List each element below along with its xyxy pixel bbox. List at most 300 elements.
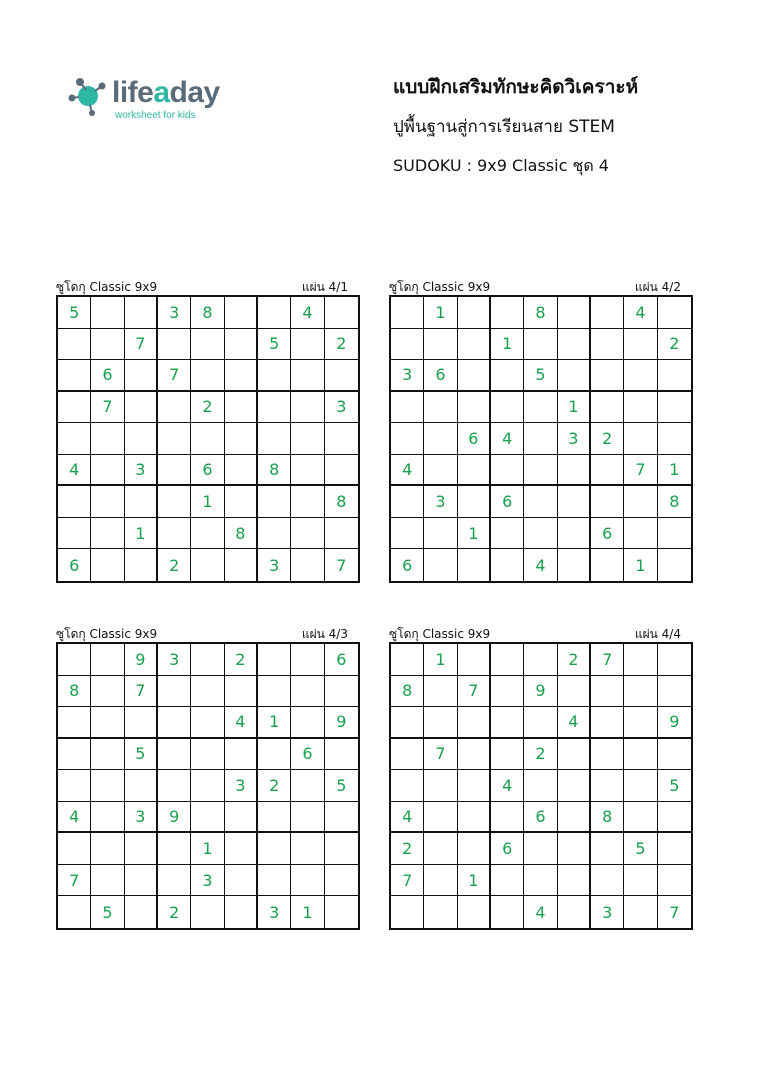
sudoku-cell[interactable]	[91, 518, 124, 550]
sudoku-cell[interactable]: 1	[191, 833, 224, 865]
sudoku-cell[interactable]: 1	[291, 896, 324, 928]
sudoku-cell[interactable]	[225, 360, 258, 392]
sudoku-cell[interactable]	[458, 549, 491, 581]
sudoku-cell[interactable]	[391, 644, 424, 676]
sudoku-cell[interactable]	[225, 865, 258, 897]
sudoku-cell[interactable]	[624, 644, 657, 676]
sudoku-cell[interactable]	[591, 676, 624, 708]
sudoku-cell[interactable]: 3	[591, 896, 624, 928]
sudoku-cell[interactable]	[125, 833, 158, 865]
sudoku-cell[interactable]	[58, 896, 91, 928]
sudoku-cell[interactable]	[658, 549, 691, 581]
sudoku-cell[interactable]	[325, 802, 358, 834]
sudoku-cell[interactable]	[291, 865, 324, 897]
sudoku-cell[interactable]: 1	[424, 297, 457, 329]
sudoku-cell[interactable]	[491, 802, 524, 834]
sudoku-cell[interactable]	[325, 896, 358, 928]
sudoku-cell[interactable]	[225, 423, 258, 455]
sudoku-cell[interactable]	[624, 896, 657, 928]
sudoku-cell[interactable]	[458, 455, 491, 487]
sudoku-cell[interactable]	[191, 329, 224, 361]
sudoku-cell[interactable]: 4	[225, 707, 258, 739]
sudoku-cell[interactable]	[191, 676, 224, 708]
sudoku-cell[interactable]	[558, 518, 591, 550]
sudoku-cell[interactable]	[458, 896, 491, 928]
sudoku-cell[interactable]: 4	[491, 423, 524, 455]
sudoku-cell[interactable]: 5	[658, 770, 691, 802]
sudoku-cell[interactable]	[191, 549, 224, 581]
sudoku-cell[interactable]	[158, 770, 191, 802]
sudoku-cell[interactable]	[125, 707, 158, 739]
sudoku-cell[interactable]	[391, 392, 424, 424]
sudoku-cell[interactable]	[658, 518, 691, 550]
sudoku-cell[interactable]	[225, 549, 258, 581]
sudoku-cell[interactable]	[291, 518, 324, 550]
sudoku-cell[interactable]	[325, 833, 358, 865]
sudoku-cell[interactable]	[158, 739, 191, 771]
sudoku-cell[interactable]	[591, 707, 624, 739]
sudoku-cell[interactable]	[225, 896, 258, 928]
sudoku-cell[interactable]	[191, 896, 224, 928]
sudoku-cell[interactable]: 3	[424, 486, 457, 518]
sudoku-cell[interactable]	[125, 865, 158, 897]
sudoku-cell[interactable]	[291, 707, 324, 739]
sudoku-cell[interactable]	[391, 770, 424, 802]
sudoku-cell[interactable]: 6	[424, 360, 457, 392]
sudoku-cell[interactable]	[125, 486, 158, 518]
sudoku-cell[interactable]: 2	[258, 770, 291, 802]
sudoku-cell[interactable]	[624, 770, 657, 802]
sudoku-cell[interactable]	[191, 423, 224, 455]
sudoku-cell[interactable]	[391, 739, 424, 771]
sudoku-cell[interactable]	[624, 518, 657, 550]
sudoku-cell[interactable]	[658, 392, 691, 424]
sudoku-cell[interactable]	[125, 360, 158, 392]
sudoku-cell[interactable]	[558, 833, 591, 865]
sudoku-cell[interactable]	[591, 739, 624, 771]
sudoku-cell[interactable]	[158, 707, 191, 739]
sudoku-cell[interactable]: 8	[58, 676, 91, 708]
sudoku-cell[interactable]: 7	[336, 555, 347, 575]
sudoku-cell[interactable]	[125, 392, 158, 424]
sudoku-cell[interactable]	[491, 297, 524, 329]
sudoku-cell[interactable]	[524, 833, 557, 865]
sudoku-cell[interactable]: 7	[669, 902, 680, 922]
sudoku-cell[interactable]	[458, 297, 491, 329]
sudoku-cell[interactable]: 9	[524, 676, 557, 708]
sudoku-cell[interactable]	[258, 392, 291, 424]
sudoku-cell[interactable]	[424, 676, 457, 708]
sudoku-cell[interactable]	[424, 329, 457, 361]
sudoku-cell[interactable]	[325, 739, 358, 771]
sudoku-cell[interactable]	[458, 329, 491, 361]
sudoku-cell[interactable]	[91, 486, 124, 518]
sudoku-cell[interactable]	[225, 297, 258, 329]
sudoku-cell[interactable]: 5	[258, 329, 291, 361]
sudoku-cell[interactable]	[558, 360, 591, 392]
sudoku-cell[interactable]	[458, 486, 491, 518]
sudoku-cell[interactable]	[291, 770, 324, 802]
sudoku-cell[interactable]	[191, 770, 224, 802]
sudoku-cell[interactable]	[424, 865, 457, 897]
sudoku-cell[interactable]	[558, 549, 591, 581]
sudoku-cell[interactable]: 8	[391, 676, 424, 708]
sudoku-cell[interactable]	[158, 455, 191, 487]
sudoku-cell[interactable]: 5	[125, 739, 158, 771]
sudoku-cell[interactable]: 7	[391, 865, 424, 897]
sudoku-cell[interactable]	[658, 802, 691, 834]
sudoku-cell[interactable]	[391, 518, 424, 550]
sudoku-cell[interactable]	[624, 707, 657, 739]
sudoku-cell[interactable]: 5	[91, 896, 124, 928]
sudoku-cell[interactable]	[658, 833, 691, 865]
sudoku-cell[interactable]	[58, 423, 91, 455]
sudoku-cell[interactable]: 2	[225, 644, 258, 676]
sudoku-cell[interactable]	[558, 770, 591, 802]
sudoku-cell[interactable]: 3	[158, 297, 191, 329]
sudoku-cell[interactable]	[191, 360, 224, 392]
sudoku-cell[interactable]	[58, 833, 91, 865]
sudoku-cell[interactable]	[91, 676, 124, 708]
sudoku-cell[interactable]	[624, 486, 657, 518]
sudoku-cell[interactable]	[225, 676, 258, 708]
sudoku-cell[interactable]: 1	[624, 549, 657, 581]
sudoku-cell[interactable]	[391, 707, 424, 739]
sudoku-cell[interactable]: 4	[524, 549, 557, 581]
sudoku-cell[interactable]: 6	[325, 644, 358, 676]
sudoku-cell[interactable]	[391, 329, 424, 361]
sudoku-cell[interactable]	[158, 833, 191, 865]
sudoku-cell[interactable]	[91, 802, 124, 834]
sudoku-cell[interactable]	[558, 802, 591, 834]
sudoku-cell[interactable]	[125, 770, 158, 802]
sudoku-cell[interactable]	[424, 518, 457, 550]
sudoku-cell[interactable]	[558, 676, 591, 708]
sudoku-cell[interactable]	[591, 486, 624, 518]
sudoku-cell[interactable]: 4	[391, 455, 424, 487]
sudoku-cell[interactable]: 8	[225, 518, 258, 550]
sudoku-cell[interactable]	[458, 739, 491, 771]
sudoku-cell[interactable]	[291, 392, 324, 424]
sudoku-cell[interactable]	[58, 739, 91, 771]
sudoku-cell[interactable]	[391, 486, 424, 518]
sudoku-cell[interactable]: 3	[258, 549, 291, 581]
sudoku-cell[interactable]: 1	[458, 518, 491, 550]
sudoku-cell[interactable]	[524, 455, 557, 487]
sudoku-cell[interactable]: 7	[624, 455, 657, 487]
sudoku-cell[interactable]	[591, 297, 624, 329]
sudoku-cell[interactable]: 4	[391, 802, 424, 834]
sudoku-cell[interactable]	[491, 392, 524, 424]
sudoku-cell[interactable]: 7	[125, 329, 158, 361]
sudoku-cell[interactable]: 7	[125, 676, 158, 708]
sudoku-cell[interactable]: 6	[391, 549, 424, 581]
sudoku-cell[interactable]	[558, 329, 591, 361]
sudoku-cell[interactable]	[58, 392, 91, 424]
sudoku-cell[interactable]	[291, 549, 324, 581]
sudoku-cell[interactable]: 1	[658, 455, 691, 487]
sudoku-cell[interactable]	[558, 896, 591, 928]
sudoku-cell[interactable]	[558, 297, 591, 329]
sudoku-cell[interactable]: 3	[258, 896, 291, 928]
sudoku-cell[interactable]	[591, 865, 624, 897]
sudoku-cell[interactable]	[524, 707, 557, 739]
sudoku-cell[interactable]	[291, 455, 324, 487]
sudoku-cell[interactable]	[58, 360, 91, 392]
sudoku-cell[interactable]	[58, 644, 91, 676]
sudoku-cell[interactable]	[91, 865, 124, 897]
sudoku-cell[interactable]: 4	[491, 770, 524, 802]
sudoku-cell[interactable]	[191, 644, 224, 676]
sudoku-cell[interactable]: 8	[191, 297, 224, 329]
sudoku-cell[interactable]	[458, 360, 491, 392]
sudoku-cell[interactable]: 9	[658, 707, 691, 739]
sudoku-cell[interactable]	[424, 802, 457, 834]
sudoku-cell[interactable]: 6	[58, 549, 91, 581]
sudoku-cell[interactable]	[624, 329, 657, 361]
sudoku-cell[interactable]	[491, 360, 524, 392]
sudoku-cell[interactable]: 2	[558, 644, 591, 676]
sudoku-cell[interactable]: 2	[524, 739, 557, 771]
sudoku-cell[interactable]	[391, 896, 424, 928]
sudoku-cell[interactable]	[158, 518, 191, 550]
sudoku-cell[interactable]	[458, 644, 491, 676]
sudoku-cell[interactable]: 7	[424, 739, 457, 771]
sudoku-cell[interactable]: 4	[624, 297, 657, 329]
sudoku-cell[interactable]	[58, 770, 91, 802]
sudoku-cell[interactable]: 5	[624, 833, 657, 865]
sudoku-cell[interactable]	[91, 549, 124, 581]
sudoku-cell[interactable]	[225, 739, 258, 771]
sudoku-cell[interactable]	[325, 518, 358, 550]
sudoku-cell[interactable]	[491, 865, 524, 897]
sudoku-cell[interactable]	[258, 518, 291, 550]
sudoku-cell[interactable]	[491, 549, 524, 581]
sudoku-cell[interactable]	[491, 455, 524, 487]
sudoku-cell[interactable]	[91, 770, 124, 802]
sudoku-cell[interactable]: 5	[58, 297, 91, 329]
sudoku-cell[interactable]	[624, 423, 657, 455]
sudoku-cell[interactable]: 7	[158, 360, 191, 392]
sudoku-cell[interactable]	[58, 707, 91, 739]
sudoku-cell[interactable]: 1	[191, 486, 224, 518]
sudoku-cell[interactable]: 6	[491, 833, 524, 865]
sudoku-cell[interactable]: 2	[325, 329, 358, 361]
sudoku-cell[interactable]: 2	[591, 423, 624, 455]
sudoku-cell[interactable]	[658, 423, 691, 455]
sudoku-cell[interactable]	[258, 802, 291, 834]
sudoku-cell[interactable]	[491, 676, 524, 708]
sudoku-cell[interactable]	[524, 423, 557, 455]
sudoku-cell[interactable]	[291, 644, 324, 676]
sudoku-cell[interactable]	[424, 423, 457, 455]
sudoku-cell[interactable]	[591, 392, 624, 424]
sudoku-cell[interactable]	[325, 297, 358, 329]
sudoku-cell[interactable]	[424, 455, 457, 487]
sudoku-cell[interactable]	[225, 329, 258, 361]
sudoku-cell[interactable]: 8	[258, 455, 291, 487]
sudoku-cell[interactable]	[191, 739, 224, 771]
sudoku-cell[interactable]	[91, 644, 124, 676]
sudoku-cell[interactable]	[258, 676, 291, 708]
sudoku-cell[interactable]	[191, 802, 224, 834]
sudoku-cell[interactable]: 3	[191, 865, 224, 897]
sudoku-cell[interactable]: 2	[191, 392, 224, 424]
sudoku-cell[interactable]: 6	[91, 360, 124, 392]
sudoku-cell[interactable]	[391, 297, 424, 329]
sudoku-cell[interactable]	[424, 707, 457, 739]
sudoku-cell[interactable]	[291, 676, 324, 708]
sudoku-cell[interactable]	[225, 455, 258, 487]
sudoku-cell[interactable]: 9	[325, 707, 358, 739]
sudoku-cell[interactable]	[91, 833, 124, 865]
sudoku-cell[interactable]	[624, 360, 657, 392]
sudoku-cell[interactable]: 1	[424, 644, 457, 676]
sudoku-cell[interactable]	[524, 392, 557, 424]
sudoku-cell[interactable]: 8	[658, 486, 691, 518]
sudoku-cell[interactable]: 9	[125, 644, 158, 676]
sudoku-cell[interactable]	[258, 644, 291, 676]
sudoku-cell[interactable]	[91, 739, 124, 771]
sudoku-cell[interactable]	[258, 423, 291, 455]
sudoku-cell[interactable]	[624, 802, 657, 834]
sudoku-cell[interactable]	[291, 833, 324, 865]
sudoku-cell[interactable]	[158, 392, 191, 424]
sudoku-cell[interactable]	[225, 486, 258, 518]
sudoku-cell[interactable]	[91, 297, 124, 329]
sudoku-cell[interactable]	[291, 802, 324, 834]
sudoku-cell[interactable]	[591, 833, 624, 865]
sudoku-cell[interactable]	[558, 865, 591, 897]
sudoku-cell[interactable]	[125, 297, 158, 329]
sudoku-cell[interactable]	[524, 865, 557, 897]
sudoku-cell[interactable]	[325, 360, 358, 392]
sudoku-cell[interactable]	[58, 518, 91, 550]
sudoku-cell[interactable]: 2	[658, 329, 691, 361]
sudoku-cell[interactable]	[225, 802, 258, 834]
sudoku-cell[interactable]	[291, 423, 324, 455]
sudoku-cell[interactable]	[325, 676, 358, 708]
sudoku-cell[interactable]	[391, 423, 424, 455]
sudoku-cell[interactable]	[58, 486, 91, 518]
sudoku-cell[interactable]	[658, 739, 691, 771]
sudoku-cell[interactable]	[191, 707, 224, 739]
sudoku-cell[interactable]: 3	[325, 392, 358, 424]
sudoku-cell[interactable]	[258, 833, 291, 865]
sudoku-cell[interactable]	[325, 455, 358, 487]
sudoku-cell[interactable]	[325, 865, 358, 897]
sudoku-cell[interactable]: 6	[491, 486, 524, 518]
sudoku-cell[interactable]: 3	[558, 423, 591, 455]
sudoku-cell[interactable]	[125, 423, 158, 455]
sudoku-cell[interactable]	[591, 360, 624, 392]
sudoku-cell[interactable]: 8	[524, 297, 557, 329]
sudoku-cell[interactable]	[424, 833, 457, 865]
sudoku-cell[interactable]: 7	[58, 865, 91, 897]
sudoku-cell[interactable]	[658, 644, 691, 676]
sudoku-cell[interactable]	[558, 739, 591, 771]
sudoku-cell[interactable]	[658, 360, 691, 392]
sudoku-cell[interactable]	[125, 896, 158, 928]
sudoku-cell[interactable]	[125, 549, 158, 581]
sudoku-cell[interactable]: 3	[158, 644, 191, 676]
sudoku-cell[interactable]: 3	[125, 802, 158, 834]
sudoku-cell[interactable]	[591, 770, 624, 802]
sudoku-cell[interactable]	[491, 739, 524, 771]
sudoku-cell[interactable]: 9	[158, 802, 191, 834]
sudoku-cell[interactable]	[524, 644, 557, 676]
sudoku-cell[interactable]: 6	[591, 518, 624, 550]
sudoku-cell[interactable]	[491, 707, 524, 739]
sudoku-cell[interactable]: 1	[458, 865, 491, 897]
sudoku-cell[interactable]: 8	[325, 486, 358, 518]
sudoku-cell[interactable]	[91, 455, 124, 487]
sudoku-cell[interactable]	[658, 676, 691, 708]
sudoku-cell[interactable]: 3	[391, 360, 424, 392]
sudoku-cell[interactable]: 1	[491, 329, 524, 361]
sudoku-cell[interactable]	[291, 360, 324, 392]
sudoku-cell[interactable]	[91, 329, 124, 361]
sudoku-cell[interactable]	[158, 423, 191, 455]
sudoku-cell[interactable]	[258, 297, 291, 329]
sudoku-cell[interactable]	[458, 833, 491, 865]
sudoku-cell[interactable]	[524, 486, 557, 518]
sudoku-cell[interactable]: 6	[458, 423, 491, 455]
sudoku-cell[interactable]: 1	[558, 392, 591, 424]
sudoku-cell[interactable]	[158, 865, 191, 897]
sudoku-cell[interactable]: 4	[58, 802, 91, 834]
sudoku-cell[interactable]	[524, 770, 557, 802]
sudoku-cell[interactable]: 6	[524, 802, 557, 834]
sudoku-cell[interactable]: 4	[58, 455, 91, 487]
sudoku-cell[interactable]	[325, 423, 358, 455]
sudoku-cell[interactable]	[458, 770, 491, 802]
sudoku-cell[interactable]	[458, 802, 491, 834]
sudoku-cell[interactable]: 4	[291, 297, 324, 329]
sudoku-cell[interactable]: 5	[325, 770, 358, 802]
sudoku-cell[interactable]	[558, 486, 591, 518]
sudoku-cell[interactable]	[424, 549, 457, 581]
sudoku-cell[interactable]	[424, 392, 457, 424]
sudoku-cell[interactable]	[158, 486, 191, 518]
sudoku-cell[interactable]	[291, 486, 324, 518]
sudoku-cell[interactable]	[424, 896, 457, 928]
sudoku-cell[interactable]	[258, 486, 291, 518]
sudoku-cell[interactable]	[591, 455, 624, 487]
sudoku-cell[interactable]: 3	[125, 455, 158, 487]
sudoku-cell[interactable]: 7	[91, 392, 124, 424]
sudoku-cell[interactable]	[91, 423, 124, 455]
sudoku-cell[interactable]	[91, 707, 124, 739]
sudoku-cell[interactable]	[225, 392, 258, 424]
sudoku-cell[interactable]	[258, 360, 291, 392]
sudoku-cell[interactable]	[658, 865, 691, 897]
sudoku-cell[interactable]	[524, 329, 557, 361]
sudoku-cell[interactable]	[258, 865, 291, 897]
sudoku-cell[interactable]	[491, 644, 524, 676]
sudoku-cell[interactable]	[158, 329, 191, 361]
sudoku-cell[interactable]: 1	[125, 518, 158, 550]
sudoku-cell[interactable]	[658, 297, 691, 329]
sudoku-cell[interactable]	[191, 518, 224, 550]
sudoku-cell[interactable]: 6	[291, 739, 324, 771]
sudoku-cell[interactable]: 1	[258, 707, 291, 739]
sudoku-cell[interactable]: 7	[458, 676, 491, 708]
sudoku-cell[interactable]: 6	[191, 455, 224, 487]
sudoku-cell[interactable]	[558, 455, 591, 487]
sudoku-cell[interactable]: 2	[391, 833, 424, 865]
sudoku-cell[interactable]	[591, 549, 624, 581]
